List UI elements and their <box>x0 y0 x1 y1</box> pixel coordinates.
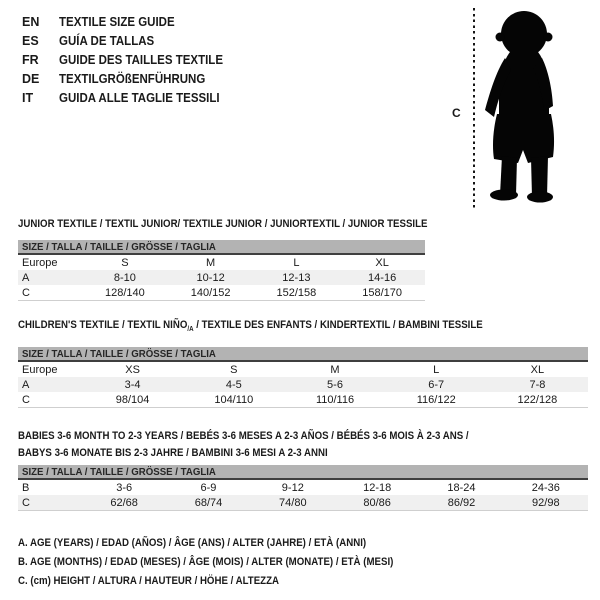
row-label: B <box>22 481 30 494</box>
size-cell: 9-12 <box>281 481 304 494</box>
size-cell: 24-36 <box>531 481 560 494</box>
language-title: TEXTILE SIZE GUIDE <box>59 14 175 29</box>
size-cell: 6-7 <box>428 378 445 391</box>
size-cell: 104/110 <box>214 393 254 406</box>
language-title: GUIDA ALLE TAGLIE TESSILI <box>59 90 220 105</box>
size-cell: 8-10 <box>113 271 136 284</box>
size-cell: XL <box>530 363 545 376</box>
size-cell: 98/104 <box>115 393 150 406</box>
babies-section-title: BABIES 3-6 MONTH TO 2-3 YEARS / BEBÉS 3-6 MESES A 2-3 AÑOS / BÉBÉS 3-6 MOIS À 2-3 ANS / BABYS 3-6 MONATE BIS 2-3 JAHRE / BAMBINI 3-6 MESI A 2-3 ANNI <box>18 430 469 459</box>
size-cell: 7-8 <box>529 378 546 391</box>
junior-size-table <box>18 240 425 301</box>
language-code: EN <box>22 14 40 29</box>
size-cell: S <box>121 256 129 269</box>
size-cell: 158/170 <box>362 286 402 299</box>
size-cell: S <box>230 363 238 376</box>
row-label: C <box>22 393 30 406</box>
note-line: B. AGE (MONTHS) / EDAD (MESES) / ÂGE (MOIS) / ALTER (MONATE) / ETÀ (MESI) <box>18 556 394 568</box>
language-row <box>22 50 237 69</box>
size-cell: 62/68 <box>110 496 138 509</box>
size-cell: 68/74 <box>194 496 223 509</box>
language-title-list <box>22 12 237 107</box>
size-header-bar: SIZE / TALLA / TAILLE / GRÖSSE / TAGLIA <box>18 240 425 255</box>
table-row <box>18 480 588 495</box>
size-header-bar: SIZE / TALLA / TAILLE / GRÖSSE / TAGLIA <box>18 465 588 480</box>
language-code: ES <box>22 33 39 48</box>
size-cell: XL <box>375 256 389 269</box>
note-line: A. AGE (YEARS) / EDAD (AÑOS) / ÂGE (ANS) / ALTER (JAHRE) / ETÀ (ANNI) <box>18 537 367 549</box>
language-title: GUIDE DES TAILLES TEXTILE <box>59 52 224 67</box>
row-label: A <box>22 378 30 391</box>
size-cell: 140/152 <box>190 286 231 299</box>
language-row <box>22 31 237 50</box>
table-row <box>18 362 588 377</box>
row-label: A <box>22 271 30 284</box>
junior-section-title: JUNIOR TEXTILE / TEXTIL JUNIOR/ TEXTILE JUNIOR / JUNIORTEXTIL / JUNIOR TESSILE <box>18 218 428 230</box>
children-size-table <box>18 347 588 408</box>
legend-notes <box>18 537 445 594</box>
language-code: IT <box>22 90 34 105</box>
size-cell: 6-9 <box>200 481 217 494</box>
size-cell: XS <box>125 363 140 376</box>
size-cell: 80/86 <box>363 496 391 509</box>
size-cell: M <box>330 363 340 376</box>
size-cell: 152/158 <box>276 286 317 299</box>
size-cell: 5-6 <box>327 378 343 391</box>
baby-silhouette-icon <box>480 6 568 204</box>
size-cell: 12-13 <box>282 271 311 284</box>
language-row <box>22 69 237 88</box>
language-row <box>22 12 237 31</box>
language-code: FR <box>22 52 39 67</box>
size-cell: 74/80 <box>279 496 307 509</box>
babies-size-table <box>18 465 588 511</box>
table-row <box>18 255 425 270</box>
row-label: C <box>22 286 30 299</box>
row-label: Europe <box>22 363 58 376</box>
table-row <box>18 270 425 285</box>
table-row <box>18 495 588 510</box>
note-line: C. (cm) HEIGHT / ALTURA / HAUTEUR / HÖHE / ALTEZZA <box>18 575 280 587</box>
size-cell: M <box>206 256 216 269</box>
size-cell: 12-18 <box>363 481 392 494</box>
table-row <box>18 377 588 392</box>
table-row <box>18 285 425 300</box>
size-cell: 14-16 <box>368 271 397 284</box>
size-header-bar: SIZE / TALLA / TAILLE / GRÖSSE / TAGLIA <box>18 347 588 362</box>
size-cell: 86/92 <box>447 496 476 509</box>
size-cell: 3-6 <box>116 481 133 494</box>
height-measure-dashed-line <box>473 8 475 210</box>
size-cell: L <box>433 363 440 376</box>
size-cell: 10-12 <box>196 271 225 284</box>
size-cell: 116/122 <box>416 393 456 406</box>
size-cell: 110/116 <box>315 393 355 406</box>
row-label: C <box>22 496 30 509</box>
size-cell: 92/98 <box>532 496 560 509</box>
nino-suffix-subscript: /A <box>187 326 194 334</box>
size-cell: L <box>293 256 300 269</box>
language-title: GUÍA DE TALLAS <box>59 33 155 48</box>
size-cell: 4-5 <box>225 378 242 391</box>
language-row <box>22 88 237 107</box>
row-label: Europe <box>22 256 58 269</box>
size-cell: 122/128 <box>517 393 558 406</box>
size-cell: 128/140 <box>104 286 145 299</box>
height-measure-label: C <box>452 106 461 120</box>
table-row <box>18 392 588 407</box>
language-code: DE <box>22 71 40 86</box>
children-section-title: CHILDREN'S TEXTILE / TEXTIL $NIÑO_{/A}$ / TEXTILE DES ENFANTS / KINDERTEXTIL / BAMBINI TESSILE <box>18 319 483 334</box>
language-title: TEXTILGRÖßENFÜHRUNG <box>59 71 206 86</box>
size-cell: 18-24 <box>447 481 476 494</box>
size-cell: 3-4 <box>124 378 141 391</box>
